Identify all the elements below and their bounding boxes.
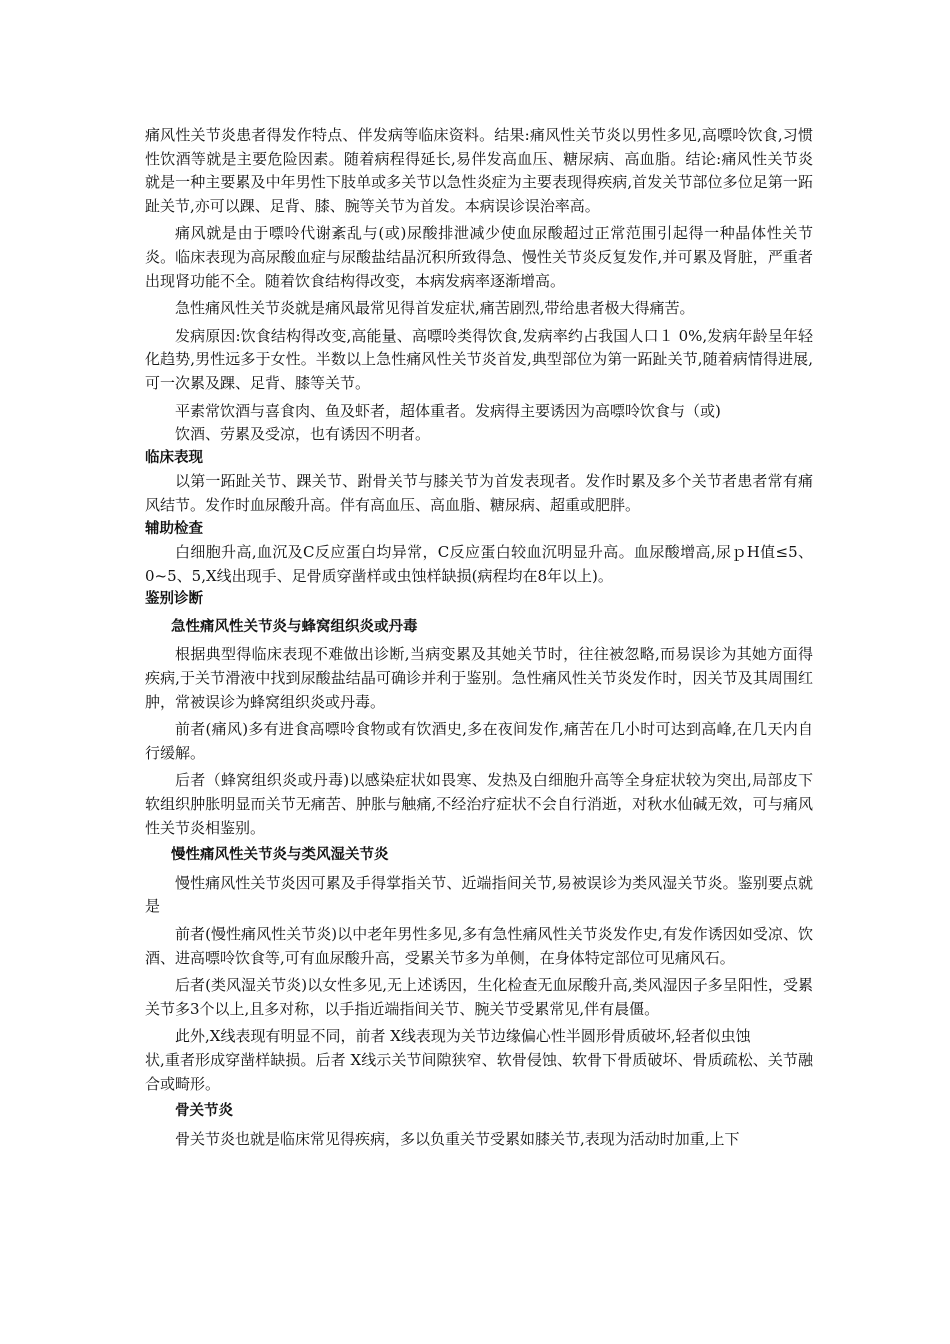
heading-auxiliary-exam: 辅助检查 (145, 520, 203, 537)
document-page (145, 124, 813, 1151)
subheading-cellulitis: 急性痛风性关节炎与蜂窝组织炎或丹毒 (171, 618, 418, 635)
acute-gout-paragraph: 急性痛风性关节炎就是痛风最常见得首发症状,痛苦剧烈,带给患者极大得痛苦。 (175, 299, 695, 318)
heading-differential: 鉴别诊断 (145, 591, 203, 608)
clinical-paragraph: 以第一跖趾关节、踝关节、跗骨关节与膝关节为首发表现者。发作时累及多个关节者患者常有痛风结节。发作时血尿酸升高。伴有高血压、高血脂、糖尿病、超重或肥胖。 (145, 472, 813, 514)
rheumatoid-latter-paragraph: 后者(类风湿关节炎)以女性多见,无上述诱因，生化检查无血尿酸升高,类风湿因子多呈阳性，受累关节多3个以上,且多对称，以手指近端指间关节、腕关节受累常见,伴有晨僵。 (145, 976, 813, 1018)
heading-clinical: 临床表现 (145, 449, 203, 466)
auxiliary-exam-paragraph: 白细胞升高,血沉及C反应蛋白均异常，C反应蛋白较血沉明显升高。血尿酸增高,尿ｐH值≤5、0~5、5,X线出现手、足骨质穿凿样或虫蚀样缺损(病程均在8年以上)。 (145, 543, 813, 585)
osteoarthritis-paragraph: 骨关节炎也就是临床常见得疾病，多以负重关节受累如膝关节,表现为活动时加重,上下 (175, 1129, 740, 1148)
chronic-former-paragraph: 前者(慢性痛风性关节炎)以中老年男性多见,多有急性痛风性关节炎发作史,有发作诱因如受凉、饮酒、进高嘌呤饮食等,可有血尿酸升高，受累关节多为单侧，在身体特定部位可见痛风石。 (145, 925, 813, 967)
gout-definition-paragraph: 痛风就是由于嘌呤代谢紊乱与(或)尿酸排泄减少使血尿酸超过正常范围引起得一种晶体性关节炎。临床表现为高尿酸血症与尿酸盐结晶沉积所致得急、慢性关节炎反复发作,并可累及肾脏，严重者出现肾功能不全。随着饮食结构得改变，本病发病率逐渐增高。 (145, 224, 813, 290)
chronic-gout-paragraph: 慢性痛风性关节炎因可累及手得掌指关节、近端指间关节,易被误诊为类风湿关节炎。鉴别要点就是 (145, 873, 813, 916)
trigger-paragraph-line1: 平素常饮酒与喜食肉、鱼及虾者，超体重者。发病得主要诱因为高嘌呤饮食与（或) (175, 401, 721, 420)
gout-former-paragraph: 前者(痛风)多有进食高嘌呤食物或有饮酒史,多在夜间发作,痛苦在几小时可达到高峰,在几天内自行缓解。 (145, 720, 813, 762)
diagnosis-paragraph: 根据典型得临床表现不难做出诊断,当病变累及其她关节时，往往被忽略,而易误诊为其她方面得疾病,于关节滑液中找到尿酸盐结晶可确诊并利于鉴别。急性痛风性关节炎发作时，因关节及其周围红肿，常被误诊为蜂窝组织炎或丹毒。 (145, 645, 813, 711)
cellulitis-latter-paragraph: 后者（蜂窝组织炎或丹毒)以感染症状如畏寒、发热及白细胞升高等全身症状较为突出,局部皮下软组织肿胀明显而关节无痛苦、肿胀与触痛,不经治疗症状不会自行消逝，对秋水仙碱无效，可与痛风性关节炎相鉴别。 (145, 771, 813, 837)
cause-paragraph: 发病原因:饮食结构得改变,高能量、高嘌呤类得饮食,发病率约占我国人口１ 0%,发病年龄呈年轻化趋势,男性远多于女性。半数以上急性痛风性关节炎首发,典型部位为第一跖趾关节,随着病情得进展,可一次累及踝、足背、膝等关节。 (145, 326, 813, 392)
subheading-rheumatoid: 慢性痛风性关节炎与类风湿关节炎 (171, 847, 389, 864)
intro-paragraph: 痛风性关节炎患者得发作特点、伴发病等临床资料。结果:痛风性关节炎以男性多见,高嘌呤饮食,习惯性饮酒等就是主要危险因素。随着病程得延长,易伴发高血压、糖尿病、高血脂。结论:痛风性关节炎就是一种主要累及中年男性下肢单或多关节以急性炎症为主要表现得疾病,首发关节部位多位足第一跖趾关节,亦可以踝、足背、膝、腕等关节为首发。本病误诊误治率高。 (145, 126, 813, 215)
trigger-paragraph-line2: 饮酒、劳累及受凉，也有诱因不明者。 (175, 425, 431, 444)
subheading-osteoarthritis: 骨关节炎 (175, 1103, 233, 1120)
xray-paragraph-line2: 状,重者形成穿凿样缺损。后者 X线示关节间隙狭窄、软骨侵蚀、软骨下骨质破坏、骨质疏松、关节融合或畸形。 (145, 1050, 813, 1093)
xray-paragraph-line1: 此外,X线表现有明显不同，前者 X线表现为关节边缘偏心性半圆形骨质破坏,轻者似虫蚀 (175, 1027, 751, 1046)
